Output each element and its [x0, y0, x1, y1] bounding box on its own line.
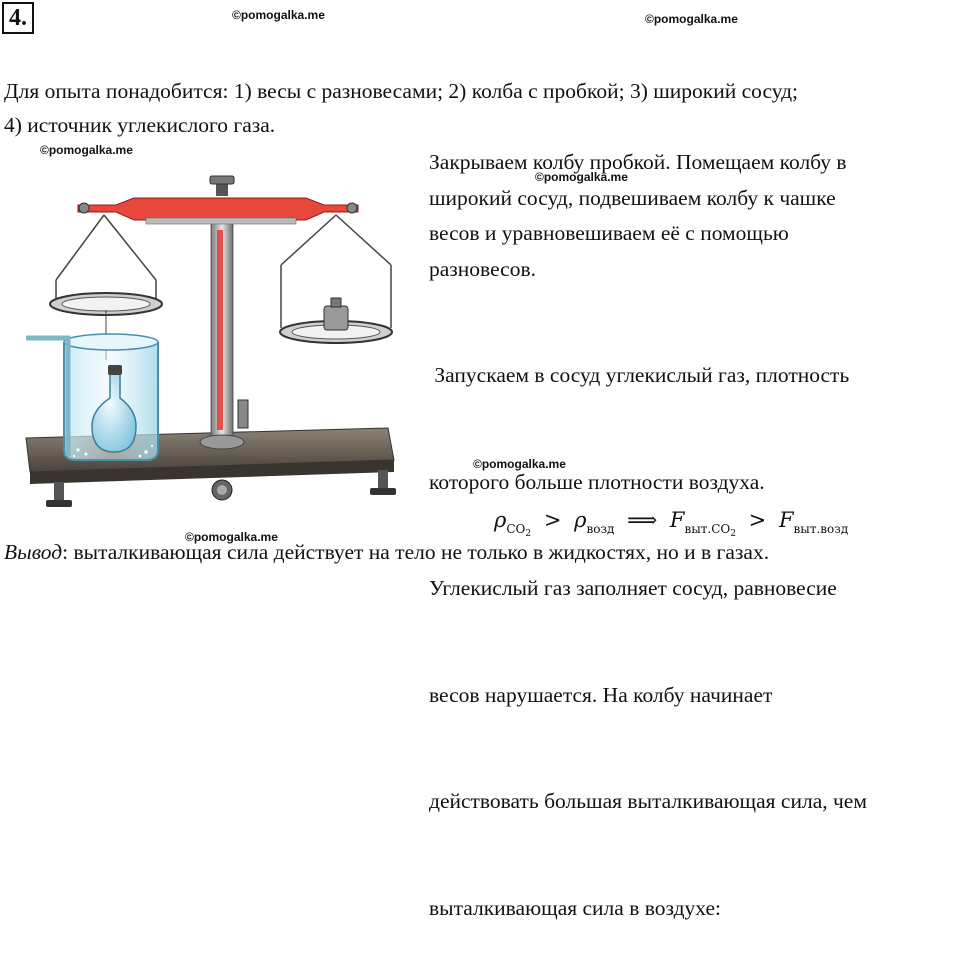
intro-line: 4) источник углекислого газа.	[4, 113, 276, 137]
force-symbol: F	[778, 508, 794, 532]
paragraph-line: весов нарушается. На колбу начинает	[429, 682, 773, 707]
greater-than: >	[543, 508, 562, 532]
paragraph-line: действовать большая выталкивающая сила, чем	[429, 789, 867, 813]
paragraph-line: широкий сосуд, подвешиваем колбу к чашке	[429, 185, 836, 210]
paragraph-setup	[429, 145, 959, 287]
vyt-vozd-subscript: выт.возд	[793, 522, 849, 536]
two-subscript: 2	[730, 529, 736, 539]
density-formula	[494, 508, 848, 539]
paragraph-line: Углекислый газ заполняет сосуд, равновесие	[429, 576, 837, 600]
intro-line: Для опыта понадобится: 1) весы с разновесами; 2) колба с пробкой; 3) широкий сосуд;	[4, 79, 799, 103]
intro-text	[4, 74, 960, 142]
conclusion-text: : выталкивающая сила действует на тело не только в жидкостях, но и в газах.	[62, 540, 770, 564]
balance-scale-with-flask-icon	[6, 160, 416, 520]
co-subscript: CO	[506, 522, 526, 536]
implies-arrow: ⟹	[627, 508, 658, 532]
conclusion-label: Вывод	[4, 540, 63, 564]
paragraph-line: которого больше плотности воздуха.	[429, 469, 765, 494]
task-number: 4.	[2, 2, 34, 34]
watermark: ©pomogalka.me	[645, 12, 738, 26]
paragraph-line: Запускаем в сосуд углекислый газ, плотность	[429, 363, 850, 387]
paragraph-line: разновесов.	[429, 256, 536, 281]
watermark: ©pomogalka.me	[40, 143, 133, 157]
conclusion	[4, 540, 769, 565]
paragraph-line: выталкивающая сила в воздухе:	[429, 895, 722, 920]
watermark: ©pomogalka.me	[185, 530, 278, 544]
paragraph-line: Закрываем колбу пробкой. Помещаем колбу в	[429, 150, 847, 174]
rho-symbol: ρ	[574, 508, 587, 532]
rho-symbol: ρ	[494, 508, 507, 532]
vozd-subscript: возд	[586, 522, 615, 536]
paragraph-line: весов и уравновешиваем её с помощью	[429, 221, 789, 245]
paragraph-experiment	[429, 287, 959, 962]
greater-than: >	[748, 508, 767, 532]
watermark: ©pomogalka.me	[232, 8, 325, 22]
force-symbol: F	[669, 508, 685, 532]
vyt-co-subscript: выт.CO	[684, 522, 731, 536]
two-subscript: 2	[525, 529, 532, 539]
watermark: ©pomogalka.me	[473, 457, 566, 471]
watermark: ©pomogalka.me	[535, 170, 628, 184]
